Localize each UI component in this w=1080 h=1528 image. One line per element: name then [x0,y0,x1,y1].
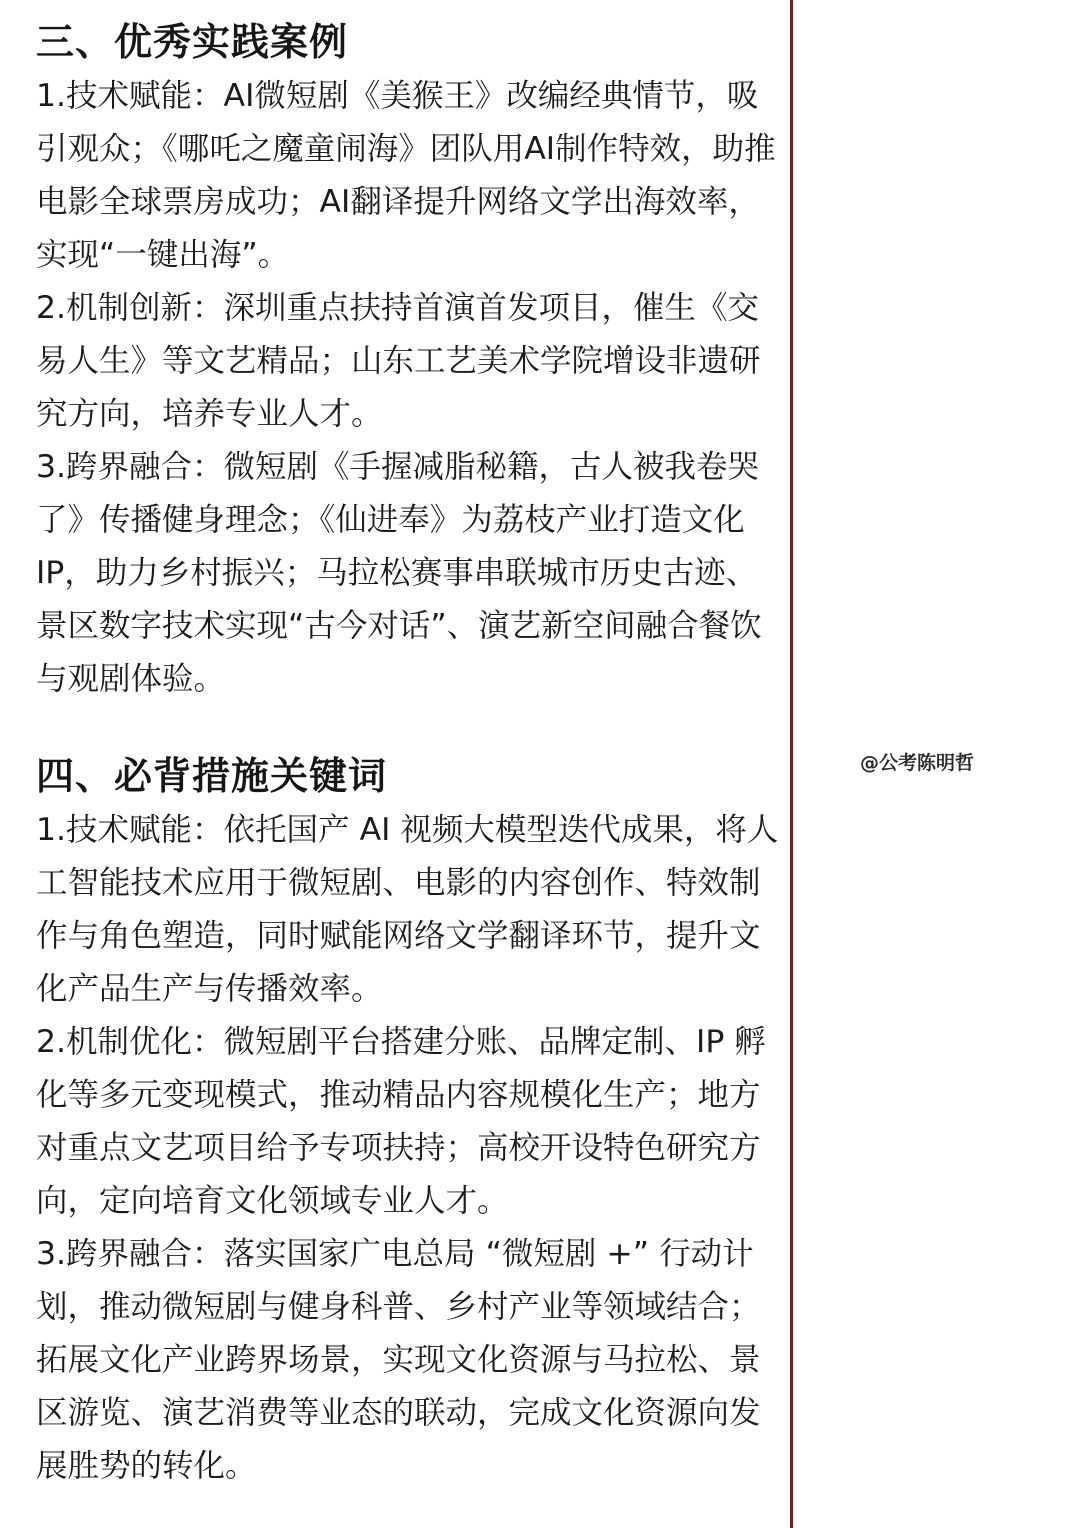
paragraph-item: 3.跨界融合：微短剧《手握减脂秘籍，古人被我卷哭了》传播健身理念；《仙进奉》为荔枝产业打造文化IP，助力乡村振兴；马拉松赛事串联城市历史古迹、景区数字技术实现“古今对话”、演艺新空间融合餐饮与观剧体验。 [36,449,762,697]
section-title: 三、优秀实践案例 [36,20,349,64]
article-content [36,14,788,1493]
vertical-divider [790,0,793,1528]
paragraph-item: 1.技术赋能：依托国产 AI 视频大模型迭代成果，将人工智能技术应用于微短剧、电影的内容创作、特效制作与角色塑造，同时赋能网络文学翻译环节，提升文化产品生产与传播效率。 [36,812,779,1007]
section-title: 四、必背措施关键词 [36,754,388,798]
section-practice-cases [36,14,788,706]
author-watermark: @公考陈明哲 [860,752,975,774]
section-key-measures [36,748,788,1493]
paragraph-item: 2.机制创新：深圳重点扶持首演首发项目，催生《交易人生》等文艺精品；山东工艺美术学院增设非遗研究方向，培养专业人才。 [36,290,761,432]
paragraph-item: 1.技术赋能：AI微短剧《美猴王》改编经典情节，吸引观众；《哪吒之魔童闹海》团队用AI制作特效，助推电影全球票房成功；AI翻译提升网络文学出海效率，实现“一键出海”。 [36,78,776,273]
paragraph-item: 3.跨界融合：落实国家广电总局 “微短剧 +” 行动计划，推动微短剧与健身科普、乡村产业等领域结合；拓展文化产业跨界场景，实现文化资源与马拉松、景区游览、演艺消费等业态的联动，完成文化资源向发展胜势的转化。 [36,1236,761,1484]
paragraph-item: 2.机制优化：微短剧平台搭建分账、品牌定制、IP 孵化等多元变现模式，推动精品内容规模化生产；地方对重点文艺项目给予专项扶持；高校开设特色研究方向，定向培育文化领域专业人才。 [36,1024,766,1219]
